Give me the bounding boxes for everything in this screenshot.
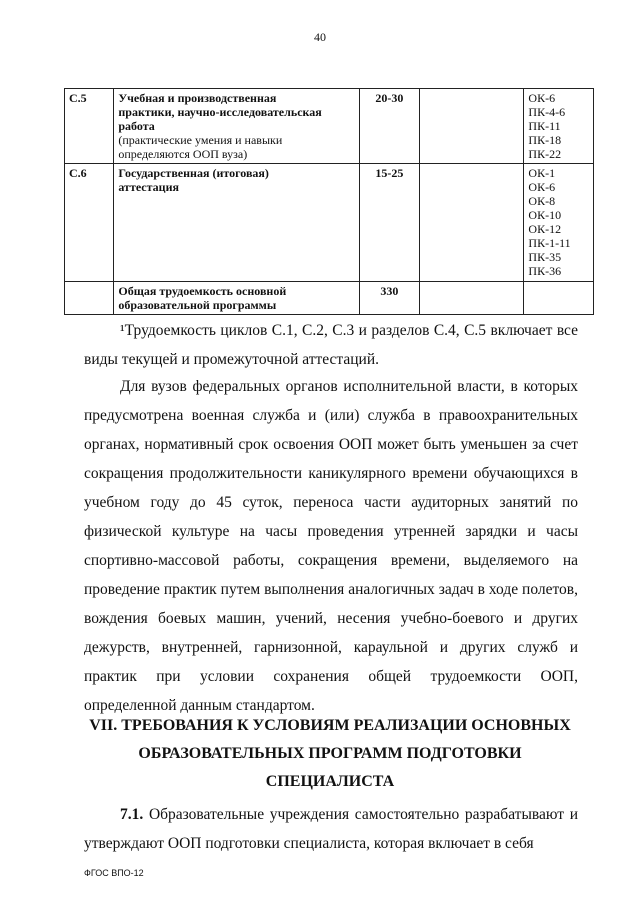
table-row	[65, 282, 594, 315]
heading-line: СПЕЦИАЛИСТА	[265, 773, 395, 790]
title-line: аттестация	[118, 180, 179, 194]
section-heading	[70, 712, 590, 796]
title-line: образовательной программы	[118, 298, 277, 312]
credit-units: 15-25	[360, 164, 419, 282]
empty-cell	[419, 164, 524, 282]
competency-code: ПК-4-6	[528, 105, 566, 119]
cycle-code	[65, 282, 114, 315]
curriculum-table	[64, 88, 594, 315]
title-line: Учебная и производственная	[118, 91, 277, 105]
footnote: ¹Трудоемкость циклов С.1, С.2, С.3 и разделов С.4, С.5 включает все виды текущей и промежуточной аттестаций.	[84, 322, 578, 368]
section-number: 7.1.	[120, 806, 144, 823]
competency-code: ПК-36	[528, 264, 562, 278]
title-line: Общая трудоемкость основной	[118, 284, 287, 298]
title-line: Государственная (итоговая)	[118, 166, 269, 180]
competency-code: ПК-22	[528, 147, 562, 161]
page-number: 40	[314, 30, 326, 44]
competency-codes	[524, 89, 594, 164]
competency-code: ПК-1-11	[528, 236, 571, 250]
competency-codes	[524, 282, 594, 315]
competency-code: ПК-35	[528, 250, 562, 264]
competency-codes	[524, 164, 594, 282]
footer-label: ФГОС ВПО-12	[84, 868, 144, 878]
empty-cell	[419, 282, 524, 315]
table-row	[65, 89, 594, 164]
title-note: определяются ООП вуза)	[118, 147, 248, 161]
competency-code: ПК-18	[528, 133, 562, 147]
competency-code: ОК-12	[528, 222, 562, 236]
credit-units: 330	[360, 282, 419, 315]
title-line: практики, научно-исследовательская	[118, 105, 322, 119]
heading-line: VII. ТРЕБОВАНИЯ К УСЛОВИЯМ РЕАЛИЗАЦИИ ОСНОВНЫХ	[89, 717, 571, 734]
heading-line: ОБРАЗОВАТЕЛЬНЫХ ПРОГРАММ ПОДГОТОВКИ	[138, 745, 522, 762]
table-row	[65, 164, 594, 282]
competency-code: ОК-10	[528, 208, 562, 222]
credit-units: 20-30	[360, 89, 419, 164]
competency-code: ОК-6	[528, 180, 556, 194]
competency-code: ОК-8	[528, 194, 556, 208]
section-text: Образовательные учреждения самостоятельно разрабатывают и утверждают ООП подготовки специалиста, которая включает в себя	[84, 806, 578, 852]
paragraph: Для вузов федеральных органов исполнительной власти, в которых предусмотрена военная служба и (или) служба в правоохранительных органах, нормативный срок освоения ООП может быть уменьшен за счет сокращения продолжительности каникулярного времени обучающихся в учебном году до 45 суток, переноса части аудиторных занятий по физической культуре на часы проведения утренней зарядки и часы спортивно-массовой работы, сокращения времени, выделяемого на проведение практик путем выполнения аналогичных задач в ходе полетов, вождения боевых машин, учений, несения учебно-боевого и других дежурств, внутренней, гарнизонной, караульной и других служб и практик при условии сохранения общей трудоемкости ООП, определенной данным стандартом.	[84, 378, 578, 714]
cycle-code: С.6	[65, 164, 114, 282]
cycle-title	[114, 89, 360, 164]
title-line: работа	[118, 119, 155, 133]
title-note: (практические умения и навыки	[118, 133, 283, 147]
cycle-title	[114, 164, 360, 282]
competency-code: ПК-11	[528, 119, 561, 133]
cycle-code: С.5	[65, 89, 114, 164]
competency-code: ОК-1	[528, 166, 556, 180]
empty-cell	[419, 89, 524, 164]
section-7-1	[84, 800, 578, 858]
competency-code: ОК-6	[528, 91, 556, 105]
cycle-title	[114, 282, 360, 315]
